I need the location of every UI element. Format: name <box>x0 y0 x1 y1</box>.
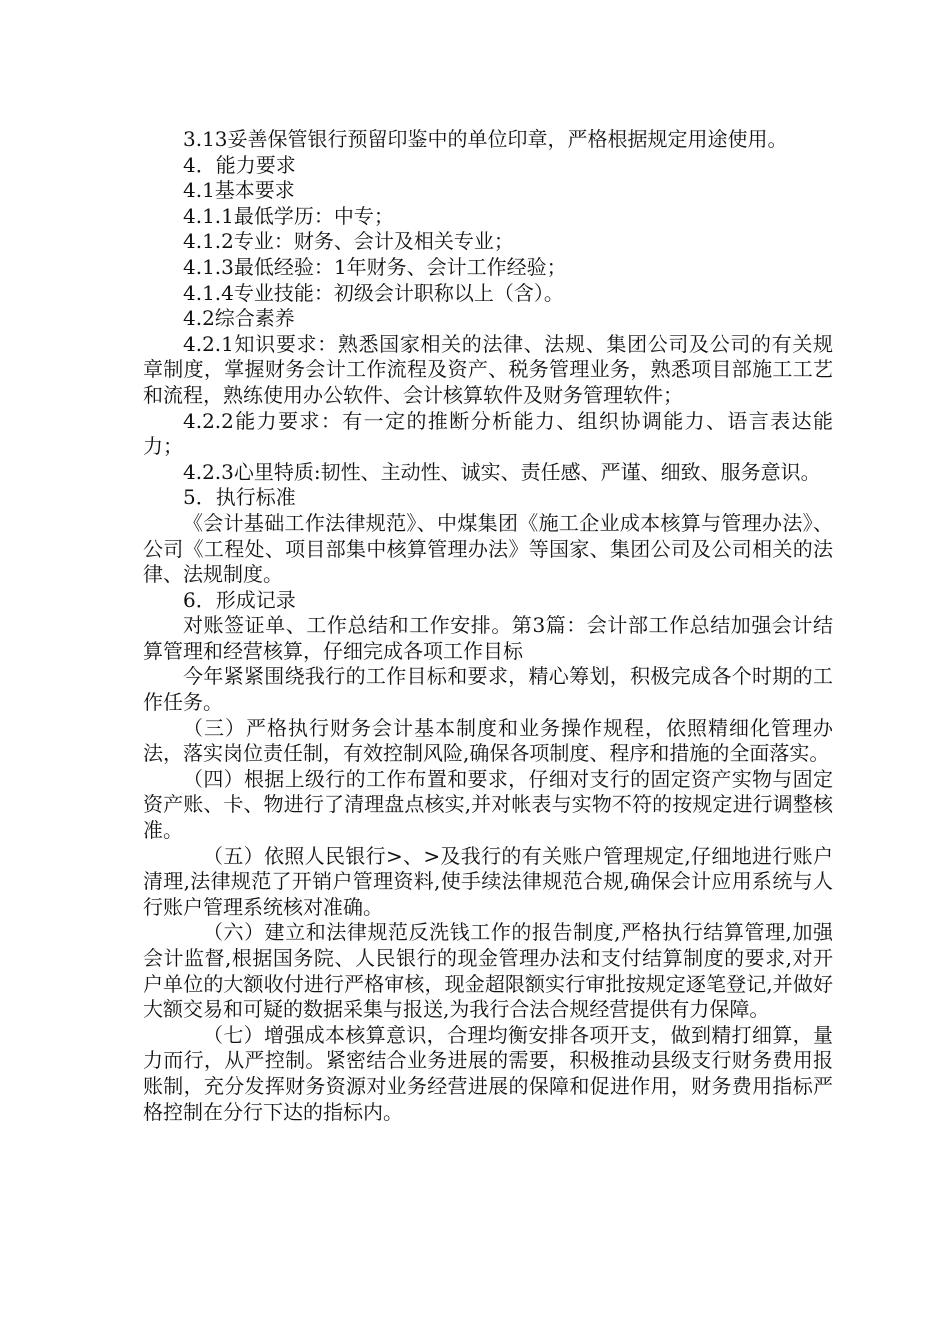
paragraph-4-1-3: 4.1.3最低经验：1年财务、会计工作经验； <box>183 254 567 279</box>
paragraph-item-3: （三）严格执行财务会计基本制度和业务操作规程，依照精细化管理办法，落实岗位责任制，有效控制风险,确保各项制度、程序和措施的全面落实。 <box>143 715 833 766</box>
document-body <box>143 127 833 1125</box>
paragraph-4-2-3: 4.2.3心里特质:韧性、主动性、诚实、责任感、严谨、细致、服务意识。 <box>183 459 821 484</box>
heading-execution-standards: 5．执行标准 <box>183 485 296 510</box>
paragraph-item-7: （七）增强成本核算意识，合理均衡安排各项开支，做到精打细算，量力而行，从严控制。紧密结合业务进展的需要，积极推动县级支行财务费用报账制，充分发挥财务资源对业务经营进展的保障和促进作用，财务费用指标严格控制在分行下达的指标内。 <box>143 1022 833 1124</box>
heading-records: 6．形成记录 <box>183 587 296 612</box>
paragraph-item-5: （五）依照人民银行>、>及我行的有关账户管理规定,仔细地进行账户清理,法律规范了开销户管理资料,使手续法律规范合规,确保会计应用系统与人行账户管理系统核对准确。 <box>143 843 833 919</box>
paragraph-standards: 《会计基础工作法律规范》、中煤集团《施工企业成本核算与管理办法》、公司《工程处、项目部集中核算管理办法》等国家、集团公司及公司相关的法律、法规制度。 <box>143 510 833 587</box>
paragraph-4-2-1: 4.2.1知识要求：熟悉国家相关的法律、法规、集团公司及公司的有关规章制度，掌握财务会计工作流程及资产、税务管理业务，熟悉项目部施工工艺和流程，熟练使用办公软件、会计核算软件及财务管理软件； <box>143 331 833 407</box>
paragraph-4-1-1: 4.1.1最低学历：中专； <box>183 203 394 228</box>
paragraph-3-13: 3.13妥善保管银行预留印鉴中的单位印章，严格根据规定用途使用。 <box>183 127 788 151</box>
paragraph-4-1-2: 4.1.2专业：财务、会计及相关专业； <box>183 229 514 254</box>
paragraph-item-6: （六）建立和法律规范反洗钱工作的报告制度,严格执行结算管理,加强会计监督,根据国务院、人民银行的现金管理办法和支付结算制度的要求,对开户单位的大额收付进行严格审核，现金超限额实行审批按规定逐笔登记,并做好大额交易和可疑的数据采集与报送,为我行合法合规经营提供有力保障。 <box>143 920 833 1022</box>
heading-comprehensive-quality: 4.2综合素养 <box>183 306 295 331</box>
paragraph-records: 对账签证单、工作总结和工作安排。第3篇：会计部工作总结加强会计结算管理和经营核算，仔细完成各项工作目标 <box>143 613 833 663</box>
paragraph-item-4: （四）根据上级行的工作布置和要求，仔细对支行的固定资产实物与固定资产账、卡、物进行了清理盘点核实,并对帐表与实物不符的按规定进行调整核准。 <box>143 766 833 843</box>
paragraph-4-2-2: 4.2.2能力要求：有一定的推断分析能力、组织协调能力、语言表达能力； <box>143 408 833 459</box>
heading-ability-requirements: 4．能力要求 <box>183 152 296 177</box>
heading-basic-requirements: 4.1基本要求 <box>183 178 295 203</box>
paragraph-4-1-4: 4.1.4专业技能：初级会计职称以上（含）。 <box>183 280 564 305</box>
paragraph-this-year: 今年紧紧围绕我行的工作目标和要求，精心筹划，积极完成各个时期的工作任务。 <box>143 664 833 715</box>
